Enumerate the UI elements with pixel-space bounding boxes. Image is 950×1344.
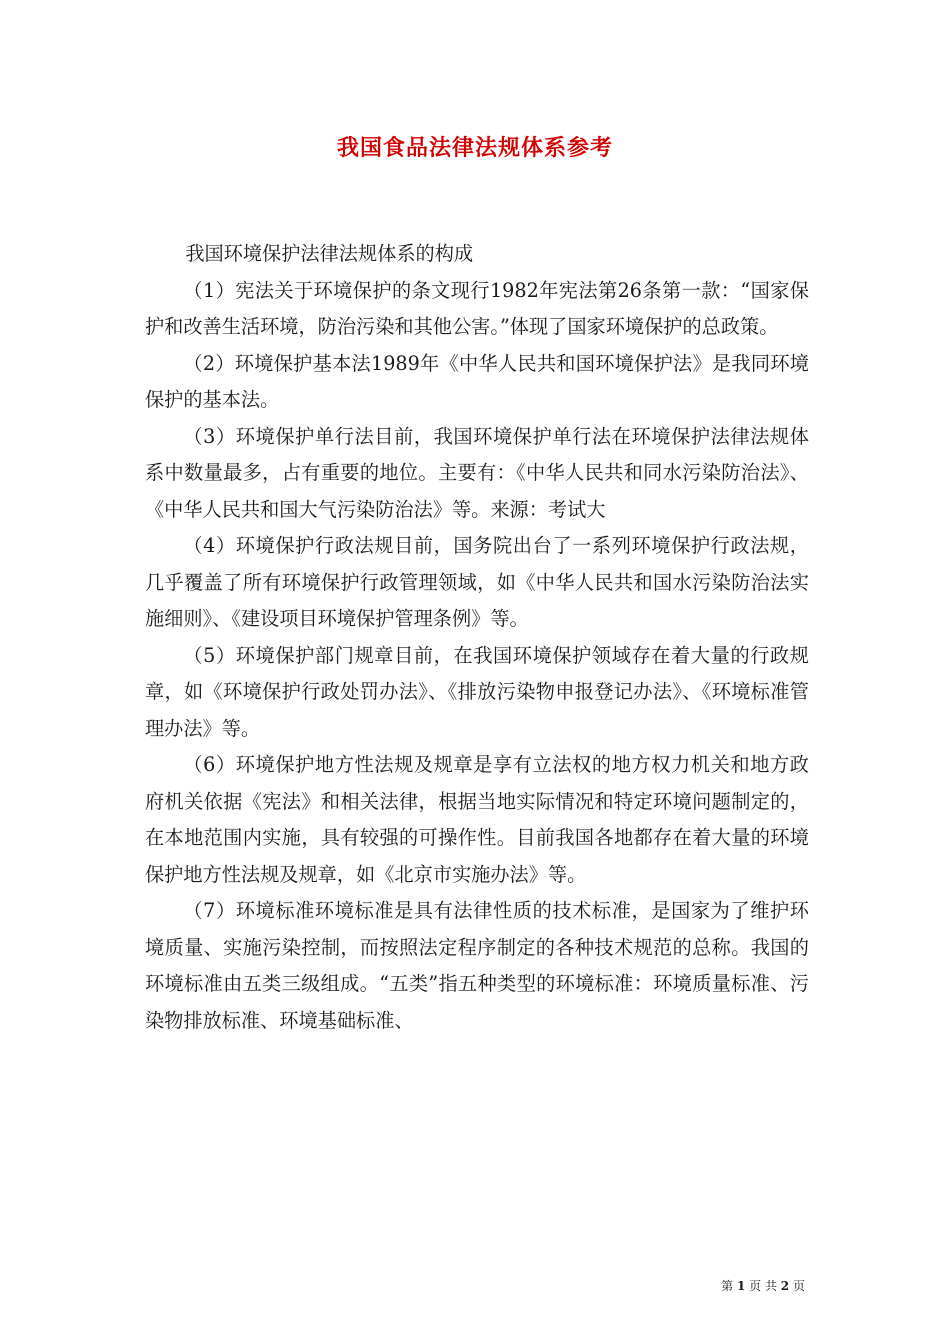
paragraph-5: （5）环境保护部门规章目前，在我国环境保护领域存在着大量的行政规章，如《环境保护行政处罚办法》、《排放污染物申报登记办法》、《环境标准管理办法》等。 bbox=[145, 643, 809, 740]
paragraph-6: （6）环境保护地方性法规及规章是享有立法权的地方权力机关和地方政府机关依据《宪法》和相关法律，根据当地实际情况和特定环境问题制定的，在本地范围内实施，具有较强的可操作性。目前我国各地都存在着大量的环境保护地方性法规及规章，如《北京市实施办法》等。 bbox=[145, 753, 809, 886]
section-heading: 我国环境保护法律法规体系的构成 bbox=[185, 242, 474, 265]
paragraph-7: （7）环境标准环境标准是具有法律性质的技术标准，是国家为了维护环境质量、实施污染控制，而按照法定程序制定的各种技术规范的总称。我国的环境标准由五类三级组成。“五类”指五种类型的环境标准：环境质量标准、污染物排放标准、环境基础标准、 bbox=[145, 899, 809, 1032]
document-body bbox=[145, 236, 809, 1039]
document-title: 我国食品法律法规体系参考 bbox=[336, 135, 613, 161]
paragraph-1: （1）宪法关于环境保护的条文现行1982年宪法第26条第一款：“国家保护和改善生活环境，防治污染和其他公害。”体现了国家环境保护的总政策。 bbox=[145, 278, 809, 338]
footer-current-page: 1 bbox=[736, 1279, 746, 1293]
footer-middle: 页 共 bbox=[749, 1279, 777, 1293]
footer-suffix: 页 bbox=[792, 1279, 805, 1293]
footer-prefix: 第 bbox=[721, 1279, 734, 1293]
paragraph-2: （2）环境保护基本法1989年《中华人民共和国环境保护法》是我同环境保护的基本法。 bbox=[145, 351, 809, 411]
paragraph-4: （4）环境保护行政法规目前，国务院出台了一系列环境保护行政法规，几乎覆盖了所有环境保护行政管理领域，如《中华人民共和国水污染防治法实施细则》、《建设项目环境保护管理条例》等。 bbox=[145, 534, 809, 630]
page-number-footer bbox=[721, 1277, 805, 1294]
paragraph-3: （3）环境保护单行法目前，我国环境保护单行法在环境保护法律法规体系中数量最多，占有重要的地位。主要有：《中华人民共和同水污染防治法》、《中华人民共和国大气污染防治法》等。来源：考试大 bbox=[145, 424, 809, 521]
footer-total-pages: 2 bbox=[780, 1279, 790, 1293]
